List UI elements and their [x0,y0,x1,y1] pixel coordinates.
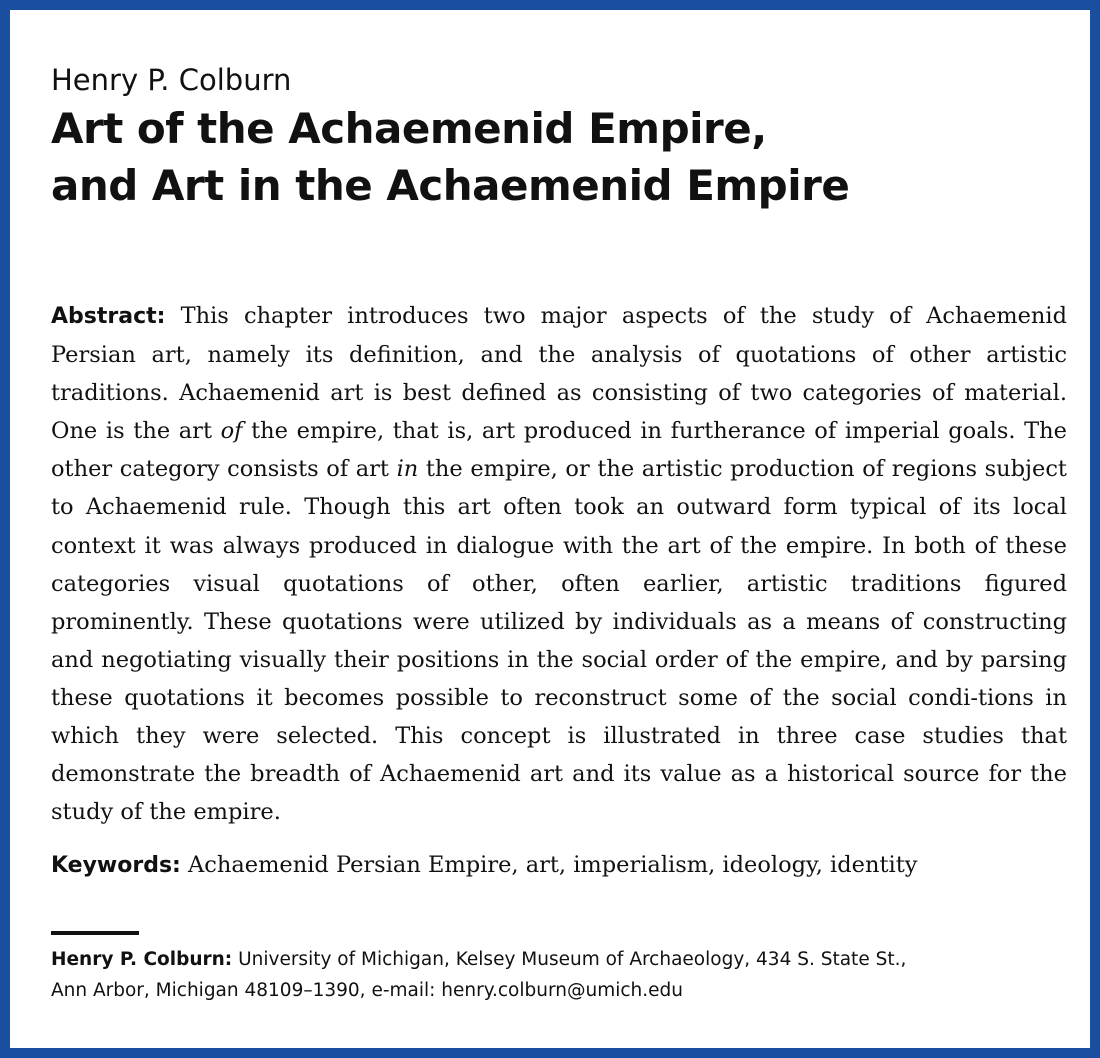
author-name: Henry P. Colburn [51,63,292,97]
abstract-text-part3: the empire, or the artistic production of regions subject to Achaemenid rule. Though this art often took an outward form typical of its local context it was always produced in dialogue with the art of the empire. In both of these categories visual quotations of other, often earlier, artistic traditions figured prominently. These quotations were utilized by individuals as a means of constructing and negotiating visually their positions in the social order of the empire, and by parsing these quotations it becomes possible to reconstruct some of the social condi-tions in which they were selected. This concept is illustrated in three case studies that demonstrate the breadth of Achaemenid art and its value as a historical source for the study of the empire. [51,456,1067,826]
abstract-text-part1: This chapter introduces two major aspects of the study of Achaemenid Persian art, namely its definition, and the analysis of quotations of other artistic traditions. Achaemenid art is best defined as consisting of two categories of material. One is the art [51,303,1067,445]
footnote-divider [51,931,139,935]
affiliation-label: Henry P. Colburn: [51,949,233,970]
affiliation-line1: University of Michigan, Kelsey Museum of Archaeology, 434 S. State St., [232,949,907,970]
affiliation-line2: Ann Arbor, Michigan 48109–1390, e-mail: henry.colburn@umich.edu [51,980,683,1001]
keywords-label: Keywords: [51,853,181,878]
page-content [51,60,1067,1001]
keywords-text: Achaemenid Persian Empire, art, imperialism, ideology, identity [180,852,918,878]
abstract-label: Abstract: [51,304,166,329]
chapter-title [51,100,1067,214]
abstract-text-part2: the empire, that is, art produced in furtherance of imperial goals. The other category consists of art [51,418,1067,483]
abstract-emphasis-of: of [220,418,243,445]
abstract-paragraph [51,297,1067,831]
author-affiliation [51,944,1067,1006]
chapter-title-line2: and Art in the Achaemenid Empire [51,161,850,210]
abstract-emphasis-in: in [396,456,419,483]
chapter-title-line1: Art of the Achaemenid Empire, [51,104,767,153]
keywords-paragraph [51,846,1067,885]
